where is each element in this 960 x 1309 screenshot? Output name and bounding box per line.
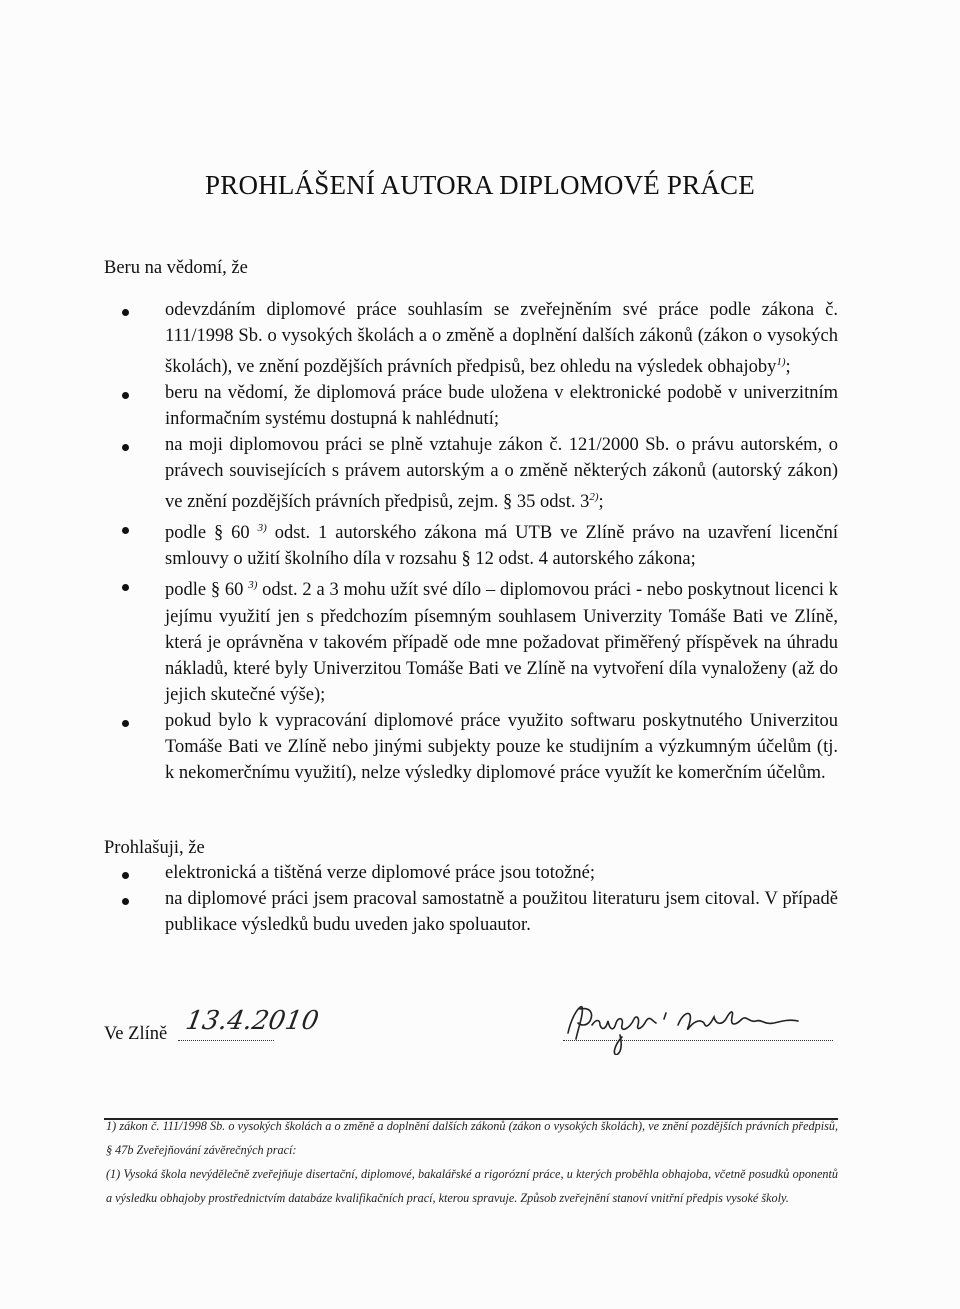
date-dotted-line — [178, 1040, 274, 1041]
list-item-tail: ; — [598, 492, 604, 513]
list-item-tail: odst. 2 a 3 mohu užít své dílo – diplomovou práci - nebo poskytnout licenci k jejímu využití jen s předchozím písemným souhlasem Univerzity Tomáše Bati ve Zlíně, která je oprávněna v takovém případě ode mne požadovat přiměřený příspěvek na úhradu nákladů, které byly Univerzitou Tomáše Bati ve Zlíně na vytvoření díla vynaloženy (až do jejich skutečné výše); — [165, 580, 839, 705]
bullet-icon — [122, 872, 129, 879]
place-label: Ve Zlíně — [104, 1024, 168, 1044]
intro-declaration: Prohlašuji, že — [104, 838, 205, 858]
signature-dotted-line — [563, 1040, 833, 1041]
list-item — [110, 860, 838, 886]
list-item-text: na diplomové práci jsem pracoval samostatně a použitou literaturu jsem citoval. V případě publikace výsledků budu uveden jako spoluautor. — [165, 889, 838, 935]
footnote-ref: 3) — [248, 579, 258, 592]
list-item-text: podle § 60 — [165, 580, 249, 601]
bullet-icon — [122, 898, 129, 905]
footnote-ref: 3) — [257, 522, 267, 535]
list-item — [110, 708, 838, 786]
list-item-text: odevzdáním diplomové práce souhlasím se zveřejněním své práce podle zákona č. 111/1998 Sb. o vysokých školách a o změně a doplnění dalších zákonů (zákon o vysokých školách), ve znění pozdějších právních předpisů, bez ohledu na výsledek obhajoby — [165, 300, 838, 378]
acknowledgement-list — [110, 297, 838, 786]
bullet-icon — [122, 584, 129, 591]
footnotes — [106, 1114, 838, 1210]
list-item-tail: ; — [785, 357, 791, 378]
declaration-list — [110, 860, 838, 938]
footnote-ref: 1) — [776, 356, 786, 368]
bullet-icon — [122, 527, 129, 534]
list-item-tail: odst. 1 autorského zákona má UTB ve Zlíně právo na uzavření licenční smlouvy o užití školního díla v rozsahu § 12 odst. 4 autorského zákona; — [165, 523, 838, 570]
list-item — [110, 515, 838, 572]
list-item-text: na moji diplomovou práci se plně vztahuje zákon č. 121/2000 Sb. o právu autorském, o právech souvisejících s právem autorským a o změně některých zákonů (autorský zákon) ve znění pozdějších právních předpisů, zejm. § 35 odst. 3 — [165, 435, 838, 513]
list-item — [110, 380, 838, 432]
bullet-icon — [122, 720, 129, 727]
list-item-text: beru na vědomí, že diplomová práce bude uložena v elektronické podobě v univerzitním informačním systému dostupná k nahlédnutí; — [165, 383, 838, 430]
list-item — [110, 432, 838, 515]
bullet-icon — [122, 309, 129, 316]
bullet-icon — [122, 444, 129, 451]
footnote-ref: 2) — [589, 491, 599, 504]
list-item-text: podle § 60 — [165, 523, 258, 544]
list-item — [110, 572, 838, 707]
footnote-2: (1) Vysoká škola nevýdělečně zveřejňuje disertační, diplomové, bakalářské a rigorózní práce, u kterých proběhla obhajoba, včetně posudků oponentů a výsledku obhajoby prostřednictvím databáze kvalifikačních prací, kterou spravuje. Způsob zveřejnění stanoví vnitřní předpis vysoké školy. — [106, 1167, 838, 1205]
list-item-text: pokud bylo k vypracování diplomové práce využito softwaru poskytnutého Univerzitou Tomáše Bati ve Zlíně nebo jinými subjekty pouze ke studijním a výzkumným účelům (tj. k nekomerčnímu využití), nelze výsledky diplomové práce využít ke komerčním účelům. — [165, 710, 838, 783]
list-item — [110, 886, 838, 938]
handwritten-date: 13.4.2010 — [183, 1006, 321, 1036]
document-title: PROHLÁŠENÍ AUTORA DIPLOMOVÉ PRÁCE — [205, 170, 755, 201]
handwritten-signature — [560, 995, 820, 1055]
footnote-1: 1) zákon č. 111/1998 Sb. o vysokých školách a o změně a doplnění dalších zákonů (zákon o vysokých školách), ve znění pozdějších právních předpisů, § 47b Zveřejňování závěrečných prací: — [106, 1119, 838, 1157]
intro-acknowledgement: Beru na vědomí, že — [104, 258, 248, 278]
bullet-icon — [122, 392, 129, 399]
list-item-text: elektronická a tištěná verze diplomové práce jsou totožné; — [165, 863, 595, 883]
list-item — [110, 297, 838, 380]
